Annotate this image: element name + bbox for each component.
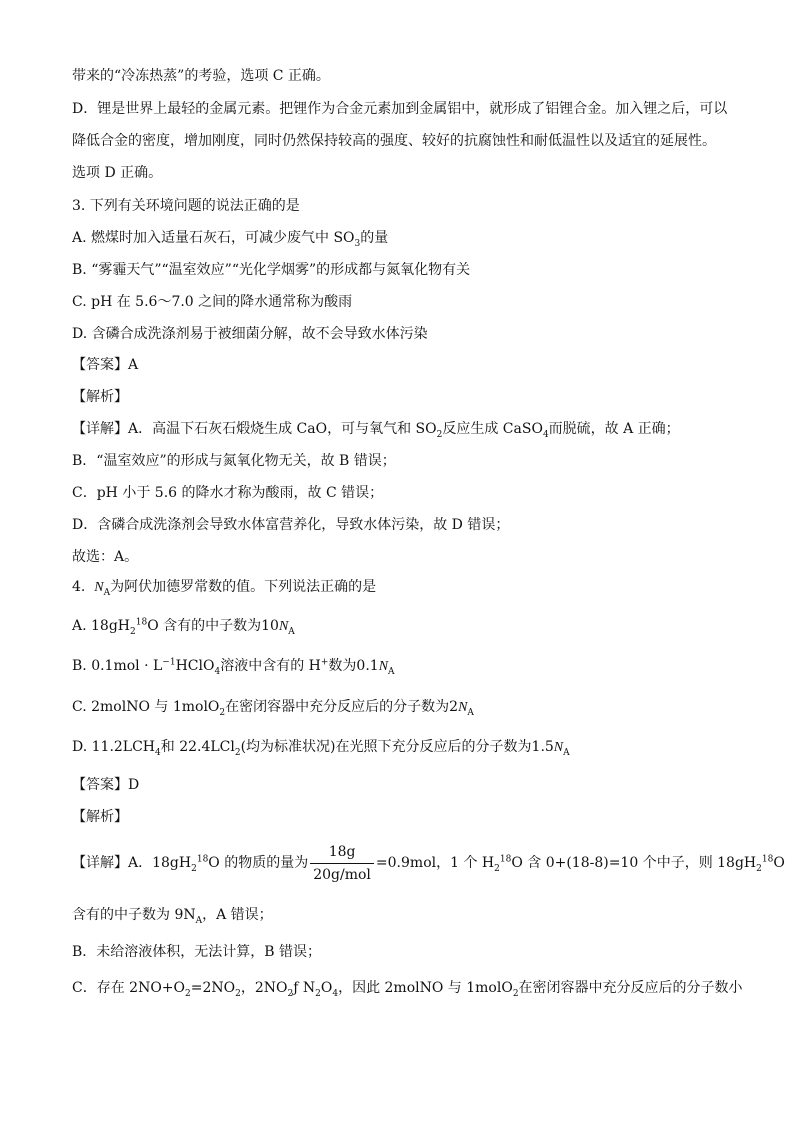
analysis-3-conclusion: 故选：A。	[72, 549, 139, 565]
analysis-4-detail-b: B．未给溶液体积，无法计算，B 错误；	[72, 944, 322, 960]
text-line: 降低合金的密度，增加刚度，同时仍然保持较高的强度、较好的抗腐蚀性和耐低温性以及适宜的延展性。	[72, 133, 716, 149]
analysis-3-detail-d: D．含磷合成洗涤剂会导致水体富营养化，导致水体污染，故 D 错误；	[72, 517, 510, 533]
question-3-option-d: D. 含磷合成洗涤剂易于被细菌分解，故不会导致水体污染	[72, 326, 428, 342]
analysis-4-detail-a: 【详解】A．$18gH_2^{18}O$ 的物质的量为 $\frac{18g}{\text{20g/mol}}$ =0.9mol，1 个 $H_2^{18}O$ 含 0+(18-8)=10 个中子，则 $18gH_2^{18}O$	[72, 843, 785, 883]
question-3-option-c: C. pH 在 5.6～7.0 之间的降水通常称为酸雨	[72, 294, 353, 310]
fraction: $\frac{18g}{\text{20g/mol}}$	[310, 843, 374, 884]
question-4: 4. $N_A$为阿伏加德罗常数的值。下列说法正确的是	[72, 579, 377, 598]
question-4-option-c: C. 2molNO 与 1molO$_2$在密闭容器中充分反应后的分子数为$2N_A$	[72, 699, 474, 718]
analysis-3-detail-a: 【详解】A．高温下石灰石煅烧生成 CaO，可与氧气和 $SO_2$反应生成 CaSO$_4$而脱硫，故 A 正确；	[72, 421, 680, 440]
text-line: 带来的“冷冻热蒸”的考验，选项 C 正确。	[72, 68, 330, 84]
analysis-3-detail-c: C．pH 小于 5.6 的降水才称为酸雨，故 C 错误；	[72, 485, 384, 501]
text-line: 选项 D 正确。	[72, 165, 163, 181]
question-3-option-b: B. “雾霾天气”“温室效应”“光化学烟雾”的形成都与氮氧化物有关	[72, 262, 471, 278]
answer-4: 【答案】D	[72, 777, 140, 793]
question-3-option-a: A. 燃煤时加入适量石灰石，可减少废气中 $SO_3$的量	[72, 230, 389, 249]
analysis-3-detail-b: B．“温室效应”的形成与氮氧化物无关，故 B 错误；	[72, 453, 396, 469]
analysis-3-heading: 【解析】	[72, 389, 128, 405]
question-4-option-a: A. $18gH_2^{18}O$ 含有的中子数为$10N_A$	[72, 617, 295, 637]
analysis-4-heading: 【解析】	[72, 809, 128, 825]
question-3: 3. 下列有关环境问题的说法正确的是	[72, 198, 300, 214]
analysis-4-detail-a-cont: 含有的中子数为 $9N_A$，A 错误；	[72, 907, 273, 926]
text-line: D．锂是世界上最轻的金属元素。把锂作为合金元素加到金属铝中，就形成了铝锂合金。加入锂之后，可以	[72, 101, 728, 117]
analysis-4-detail-c: C．存在 $2NO+O_2=2NO_2$，$2NO_2ƒ$ $N_2O_4$，因此 2molNO 与 1molO$_2$在密闭容器中充分反应后的分子数小	[72, 980, 743, 999]
answer-3: 【答案】A	[72, 357, 139, 373]
question-4-option-d: D. $11.2LCH_4$和 22.4LCl$_2$(均为标准状况)在光照下充分反应后的分子数为$1.5N_A$	[72, 739, 570, 758]
question-4-option-b: B. $0.1mol \cdot L^{-1}HClO_4$溶液中含有的 H+数为$0.1N_A$	[72, 657, 395, 677]
